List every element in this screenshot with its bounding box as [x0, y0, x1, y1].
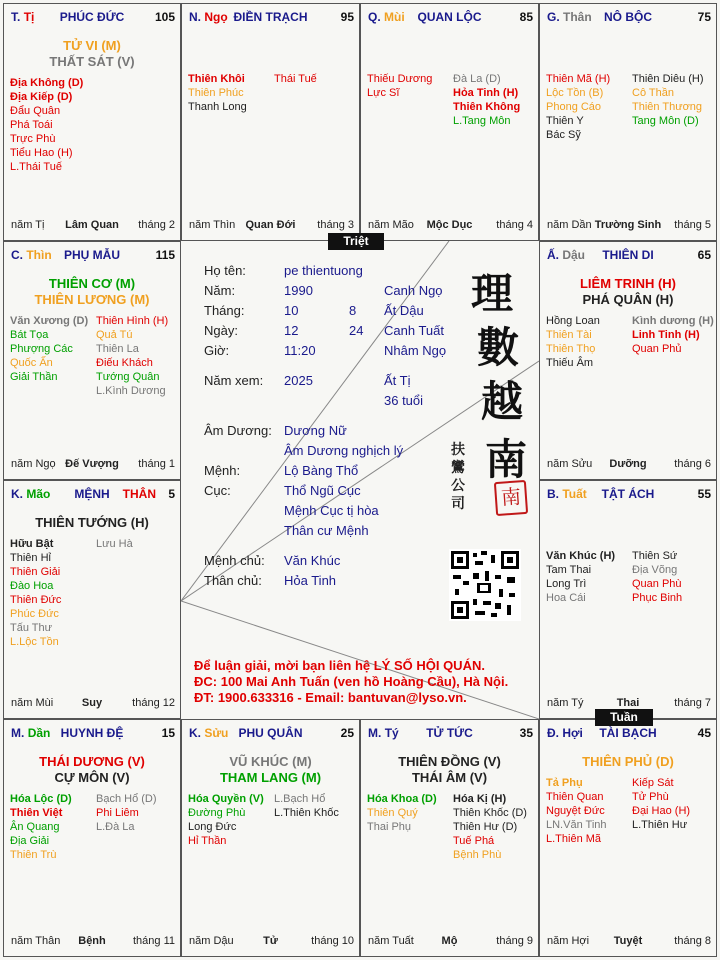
- main-star: TỬ VI (M): [63, 38, 121, 53]
- palace-month: tháng 7: [674, 697, 711, 709]
- star-column-left: [546, 549, 615, 605]
- minor-star: Thiên Sứ: [632, 550, 678, 562]
- palace-year: năm Mùi: [11, 697, 54, 709]
- day-label: Ngày:: [204, 323, 238, 338]
- palace-mao: [3, 480, 181, 719]
- minor-star: Tuế Phá: [453, 835, 495, 847]
- minor-star: L.Tang Môn: [453, 115, 511, 127]
- star-column-left: [546, 314, 600, 370]
- minor-star: Tấu Thư: [10, 622, 53, 634]
- calligraphy-char: 數: [477, 323, 520, 372]
- minor-star: Phá Toái: [10, 119, 53, 131]
- minor-star: Thiên Y: [546, 115, 584, 127]
- star-column-left: [546, 776, 607, 846]
- minor-star: Thiên Diêu (H): [632, 73, 704, 85]
- than-chu-value: Hỏa Tinh: [284, 573, 337, 588]
- life-stage: Bệnh: [78, 935, 106, 947]
- palace-ty2: [360, 719, 539, 957]
- minor-star: Tiểu Hao (H): [10, 147, 73, 159]
- star-column-right: [96, 792, 157, 834]
- palace-dan: [3, 719, 181, 957]
- minor-star: Tam Thai: [546, 564, 592, 576]
- branch-label: C. Thìn: [11, 248, 52, 262]
- minor-star: Bạch Hổ (D): [96, 793, 157, 805]
- minor-star: Thiên Thọ: [546, 343, 596, 355]
- star-column-right: [632, 549, 682, 605]
- palace-year: năm Tuất: [368, 935, 414, 947]
- minor-star: Long Trì: [546, 578, 587, 590]
- minor-star: Đại Hao (H): [632, 805, 691, 817]
- calligraphy-char: 理: [471, 269, 514, 318]
- palace-number: 5: [168, 487, 175, 501]
- main-star: THÁI DƯƠNG (V): [39, 754, 145, 769]
- minor-star: L.Đà La: [96, 821, 135, 833]
- palace-year: năm Tý: [547, 697, 584, 709]
- phone-email-line: ĐT: 1900.633316 - Email: bantuvan@lyso.vn.: [194, 690, 467, 705]
- palace-year: năm Ngọ: [11, 458, 56, 470]
- minor-star: Quan Phủ: [632, 343, 682, 355]
- minor-star: Tướng Quân: [96, 371, 160, 383]
- minor-star: Hóa Lộc (D): [10, 793, 72, 805]
- minor-star: Hỉ Thần: [188, 835, 227, 847]
- main-star: THAM LANG (M): [219, 770, 322, 785]
- hour-can: Nhâm Ngọ: [384, 343, 447, 358]
- name-label: Họ tên:: [204, 263, 246, 278]
- star-column-right: [274, 792, 339, 820]
- star-column-left: [367, 72, 432, 100]
- palace-year: năm Mão: [368, 219, 414, 231]
- palace-suu: [181, 719, 360, 957]
- palace-number: 85: [519, 10, 533, 24]
- minor-star: Phi Liêm: [96, 807, 139, 819]
- palace-year: năm Dậu: [189, 935, 234, 947]
- minor-star: Thiên Mã (H): [546, 73, 611, 85]
- branch-label: G. Thân: [547, 10, 592, 24]
- branch-label: Ấ. Dậu: [547, 248, 586, 262]
- amduong-label: Âm Dương:: [204, 423, 272, 438]
- life-stage: Mộ: [441, 935, 458, 947]
- main-star: THIÊN CƠ (M): [48, 276, 136, 291]
- month-label: Tháng:: [204, 303, 245, 318]
- life-stage: Đế Vượng: [65, 458, 119, 470]
- palace-header: [4, 242, 180, 266]
- branch-label: Đ. Hợi: [547, 726, 583, 740]
- minor-star: Thiên Phúc: [188, 87, 244, 99]
- palace-number: 105: [154, 10, 175, 24]
- minor-star: Thiên Quan: [546, 791, 604, 803]
- palace-header: [361, 720, 538, 744]
- star-column-left: [367, 792, 437, 834]
- minor-star: Thanh Long: [188, 101, 247, 113]
- palace-header: [540, 481, 716, 505]
- house-name: PHỤ MẪU: [64, 248, 120, 262]
- palace-footer: [540, 935, 716, 949]
- minor-star: LN.Văn Tinh: [546, 819, 607, 831]
- palace-header: [361, 4, 538, 28]
- minor-star: Giải Thần: [10, 371, 58, 383]
- house-name: PHÚC ĐỨC: [59, 10, 125, 24]
- minor-star: Hoa Cái: [546, 592, 586, 604]
- minor-star: Hồng Loan: [546, 315, 600, 327]
- palace-footer: [4, 219, 180, 233]
- minor-star: Điếu Khách: [96, 357, 153, 369]
- palace-footer: [4, 697, 180, 711]
- palace-ngo: [181, 3, 360, 241]
- minor-star: Địa Kiếp (D): [10, 91, 73, 103]
- house-name: PHU QUÂN: [238, 726, 303, 740]
- branch-label: T. Tị: [11, 10, 35, 24]
- minor-star: Thiên Hư (D): [453, 821, 518, 833]
- view-year-value: 2025: [284, 373, 313, 388]
- minor-star: Cô Thần: [632, 87, 674, 99]
- palace-year: năm Hợi: [547, 935, 590, 947]
- palace-year: năm Dần: [547, 219, 592, 231]
- minor-star: Địa Không (D): [10, 77, 84, 89]
- main-star: THIÊN ĐỒNG (V): [398, 754, 501, 769]
- palace-header: [4, 481, 180, 505]
- star-column-left: [10, 537, 61, 649]
- house-name: MỆNH: [74, 487, 110, 501]
- star-column-left: [188, 72, 247, 114]
- minor-star: Địa Võng: [632, 564, 678, 576]
- minor-star: Thai Phụ: [367, 821, 412, 833]
- month-can: Ất Dậu: [384, 303, 424, 318]
- palace-header: [4, 4, 180, 28]
- minor-star: Văn Khúc (H): [546, 550, 616, 562]
- palace-month: tháng 12: [132, 697, 175, 709]
- day-can: Canh Tuất: [384, 323, 444, 338]
- palace-month: tháng 1: [138, 458, 175, 470]
- house-name: TÀI BẠCH: [599, 726, 657, 740]
- minor-star: Ân Quang: [10, 821, 60, 833]
- star-column-left: [546, 72, 610, 142]
- palace-header: [182, 720, 359, 744]
- palace-footer: [540, 219, 716, 233]
- minor-star: Kiếp Sát: [632, 777, 674, 789]
- palace-footer: [4, 935, 180, 949]
- minor-star: Đà La (D): [453, 73, 501, 85]
- palace-month: tháng 3: [317, 219, 354, 231]
- minor-star: Phục Binh: [632, 592, 683, 604]
- life-stage: Lâm Quan: [65, 219, 119, 231]
- minor-star: Thiên Tài: [546, 329, 592, 341]
- palace-year: năm Thân: [11, 935, 61, 947]
- palace-month: tháng 6: [674, 458, 711, 470]
- amduong-value: Dương Nữ: [284, 423, 347, 438]
- contact-line: Để luận giải, mời bạn liên hệ LÝ SỐ HỘI QUÁN.: [194, 658, 485, 673]
- minor-star: Thiên Hỉ: [10, 552, 51, 564]
- palace-footer: [182, 935, 359, 949]
- minor-star: Thiên Hình (H): [96, 315, 169, 327]
- minor-star: L.Thiên Khốc: [274, 807, 339, 819]
- minor-star: Thiên La: [96, 343, 139, 355]
- year-label: Năm:: [204, 283, 236, 298]
- view-year-label: Năm xem:: [204, 373, 264, 388]
- year-can: Canh Ngọ: [384, 283, 443, 298]
- minor-star: Linh Tinh (H): [632, 329, 700, 341]
- than-cu: Thân cư Mệnh: [284, 523, 369, 538]
- palace-year: năm Thìn: [189, 219, 236, 231]
- minor-star: Lưu Hà: [96, 538, 133, 550]
- minor-star: L.Thiên Hư: [632, 819, 688, 831]
- minor-star: Lộc Tồn (B): [546, 87, 604, 99]
- month-value: 10: [284, 303, 299, 318]
- palace-month: tháng 9: [496, 935, 533, 947]
- age-value: 36 tuổi: [384, 393, 424, 408]
- minor-star: Đường Phù: [188, 807, 246, 819]
- minor-star: Thiên Đức: [10, 594, 62, 606]
- house-name: TẬT ÁCH: [601, 487, 655, 501]
- palace-number: 45: [697, 726, 711, 740]
- minor-star: Địa Giải: [10, 835, 50, 847]
- palace-footer: [4, 458, 180, 472]
- life-stage: Trường Sinh: [594, 219, 662, 231]
- branch-label: N. Ngọ: [189, 10, 228, 24]
- minor-star: Thiên Khôi: [188, 73, 245, 85]
- main-star: THIÊN LƯƠNG (M): [34, 292, 150, 307]
- minor-star: Bát Tọa: [10, 329, 49, 341]
- main-star: VŨ KHÚC (M): [229, 754, 312, 769]
- branch-label: M. Dần: [11, 726, 51, 740]
- minor-star: Kình dương (H): [632, 315, 714, 327]
- day-value: 12: [284, 323, 299, 338]
- star-column-right: [632, 72, 704, 128]
- palace-number: 75: [697, 10, 711, 24]
- star-column-left: [188, 792, 264, 848]
- star-column-right: [453, 792, 527, 862]
- minor-star: Phượng Các: [10, 343, 73, 355]
- palace-header: [540, 4, 716, 28]
- palace-number: 115: [155, 248, 175, 262]
- minor-star: Nguyệt Đức: [546, 805, 605, 817]
- minor-star: Thiên Giải: [10, 566, 61, 578]
- minor-star: Quan Phù: [632, 578, 682, 590]
- minor-star: L.Bạch Hổ: [274, 793, 326, 805]
- branch-label: Q. Mùi: [368, 10, 405, 24]
- tuan-badge: Tuần: [595, 709, 653, 726]
- cuc-value: Thổ Ngũ Cục: [284, 483, 361, 498]
- palace-number: 95: [340, 10, 354, 24]
- minor-star: Tả Phụ: [546, 777, 583, 789]
- palace-month: tháng 4: [496, 219, 533, 231]
- palace-month: tháng 10: [311, 935, 354, 947]
- minor-star: L.Thiên Mã: [546, 833, 602, 845]
- minor-star: Phong Cáo: [546, 101, 602, 113]
- minor-star: Hóa Khoa (D): [367, 793, 437, 805]
- name-value: pe thientuong: [284, 263, 363, 278]
- branch-label: K. Mão: [11, 487, 51, 501]
- minor-star: Lực Sĩ: [367, 87, 400, 99]
- minor-star: Thiên Thương: [632, 101, 703, 113]
- main-star: THÁI ÂM (V): [411, 770, 488, 785]
- life-stage: Quan Đới: [245, 219, 296, 231]
- palace-month: tháng 5: [674, 219, 711, 231]
- star-column-right: [96, 537, 133, 551]
- life-stage: Tuyệt: [613, 935, 643, 947]
- amduong-note: Âm Dương nghịch lý: [284, 443, 404, 458]
- minor-star: Thiếu Dương: [367, 73, 433, 85]
- main-star: LIÊM TRINH (H): [579, 276, 677, 291]
- minor-star: Trực Phù: [10, 133, 56, 145]
- minor-star: Văn Xương (D): [10, 315, 89, 327]
- menh-label: Mệnh:: [204, 463, 241, 478]
- house-name: QUAN LỘC: [417, 10, 482, 24]
- hour-label: Giờ:: [204, 343, 230, 358]
- cuc-label: Cục:: [204, 483, 231, 498]
- palace-hoi: [539, 719, 717, 957]
- life-stage: Suy: [81, 697, 103, 709]
- life-stage: Tử: [263, 935, 278, 947]
- address-line: ĐC: 100 Mai Anh Tuấn (ven hồ Hoàng Cầu), Hà Nội.: [194, 674, 509, 689]
- minor-star: Hóa Quyền (V): [188, 793, 264, 805]
- minor-star: Bác Sỹ: [546, 129, 581, 141]
- star-column-right: [632, 776, 690, 832]
- palace-thin: [3, 241, 181, 480]
- star-column-left: [10, 314, 88, 384]
- center-panel: [181, 241, 539, 719]
- star-column-right: [632, 314, 714, 356]
- palace-number: 15: [161, 726, 175, 740]
- minor-star: Thiếu Âm: [546, 357, 594, 369]
- house-name: HUYNH ĐỆ: [60, 726, 124, 740]
- palace-footer: [182, 219, 359, 233]
- main-star: CỰ MÔN (V): [54, 770, 130, 785]
- minor-star: Hữu Bật: [10, 538, 54, 550]
- minor-star: L.Lộc Tồn: [10, 636, 59, 648]
- minor-star: Thiên Không: [453, 101, 521, 113]
- star-column-right: [96, 314, 168, 398]
- minor-star: Tang Môn (D): [632, 115, 699, 127]
- palace-header: [540, 242, 716, 266]
- than-chu-label: Thân chủ:: [204, 573, 262, 588]
- main-star: THIÊN TƯỚNG (H): [35, 515, 149, 530]
- minor-star: Thiên Việt: [10, 807, 63, 819]
- branch-label: M. Tý: [368, 726, 399, 740]
- palace-than: [539, 3, 717, 241]
- palace-footer: [361, 935, 538, 949]
- palace-header: [182, 4, 359, 28]
- month-lunar: 8: [349, 303, 357, 318]
- minor-star: Thái Tuế: [274, 73, 317, 85]
- minor-star: Hóa Kị (H): [453, 793, 507, 805]
- house-name: ĐIỀN TRẠCH: [233, 10, 308, 24]
- triet-badge: Triệt: [328, 233, 384, 250]
- palace-header: [4, 720, 180, 744]
- minor-star: L.Kình Dương: [96, 385, 166, 397]
- calligraphy-char: 越: [481, 377, 524, 426]
- main-star: THẤT SÁT (V): [49, 54, 135, 69]
- house-name: THIÊN DI: [602, 248, 654, 262]
- palace-month: tháng 11: [132, 935, 175, 947]
- palace-footer: [540, 458, 716, 472]
- red-seal-stamp: 南: [494, 480, 528, 516]
- branch-label: K. Sửu: [189, 726, 229, 740]
- minor-star: Thiên Quý: [367, 807, 418, 819]
- main-star: THIÊN PHỦ (D): [582, 754, 674, 769]
- life-stage: Dưỡng: [609, 458, 647, 470]
- minor-star: Tử Phù: [632, 791, 669, 803]
- day-lunar: 24: [349, 323, 364, 338]
- palace-month: tháng 2: [138, 219, 175, 231]
- star-column-right: [274, 72, 317, 86]
- menh-value: Lộ Bàng Thổ: [284, 463, 359, 478]
- palace-footer: [361, 219, 538, 233]
- minor-star: Quả Tú: [96, 329, 133, 341]
- minor-star: Thiên Khốc (D): [453, 807, 527, 819]
- minor-star: Phúc Đức: [10, 608, 59, 620]
- house-name: NÔ BỘC: [604, 10, 652, 24]
- palace-number: 35: [519, 726, 533, 740]
- palace-month: tháng 8: [674, 935, 711, 947]
- palace-ty: [3, 3, 181, 241]
- palace-number: 55: [697, 487, 711, 501]
- menh-chu-label: Mệnh chủ:: [204, 553, 265, 568]
- minor-star: Long Đức: [188, 821, 237, 833]
- house-name: TỬ TỨC: [426, 726, 473, 740]
- star-column-right: [453, 72, 520, 128]
- star-column-left: [10, 76, 83, 174]
- life-stage: Thai: [616, 697, 640, 709]
- minor-star: Đẩu Quân: [10, 105, 61, 117]
- hour-value: 11:20: [284, 343, 316, 358]
- palace-mui: [360, 3, 539, 241]
- cuc-relation: Mệnh Cục tị hòa: [284, 503, 379, 518]
- palace-dau: [539, 241, 717, 480]
- qr-code-icon: [449, 549, 521, 621]
- palace-number: 65: [697, 248, 711, 262]
- minor-star: Thiên Trù: [10, 849, 57, 861]
- palace-year: năm Sửu: [547, 458, 593, 470]
- side-characters: 扶 鸞 公 司: [451, 442, 465, 512]
- minor-star: L.Thái Tuế: [10, 161, 62, 173]
- year-value: 1990: [284, 283, 313, 298]
- minor-star: Bệnh Phù: [453, 849, 502, 861]
- life-stage: Mộc Dục: [426, 219, 473, 231]
- minor-star: Hỏa Tinh (H): [453, 87, 519, 99]
- than-marker: THÂN: [122, 487, 156, 501]
- minor-star: Quốc Ấn: [10, 357, 53, 369]
- palace-tuat: [539, 480, 717, 719]
- main-star: PHÁ QUÂN (H): [582, 292, 674, 307]
- palace-number: 25: [340, 726, 354, 740]
- palace-year: năm Tị: [11, 219, 45, 231]
- menh-chu-value: Văn Khúc: [284, 553, 341, 568]
- star-column-left: [10, 792, 72, 862]
- branch-label: B. Tuất: [547, 487, 587, 501]
- calligraphy-char: 南: [485, 435, 528, 484]
- view-year-can: Ất Tị: [384, 373, 411, 388]
- minor-star: Đào Hoa: [10, 580, 54, 592]
